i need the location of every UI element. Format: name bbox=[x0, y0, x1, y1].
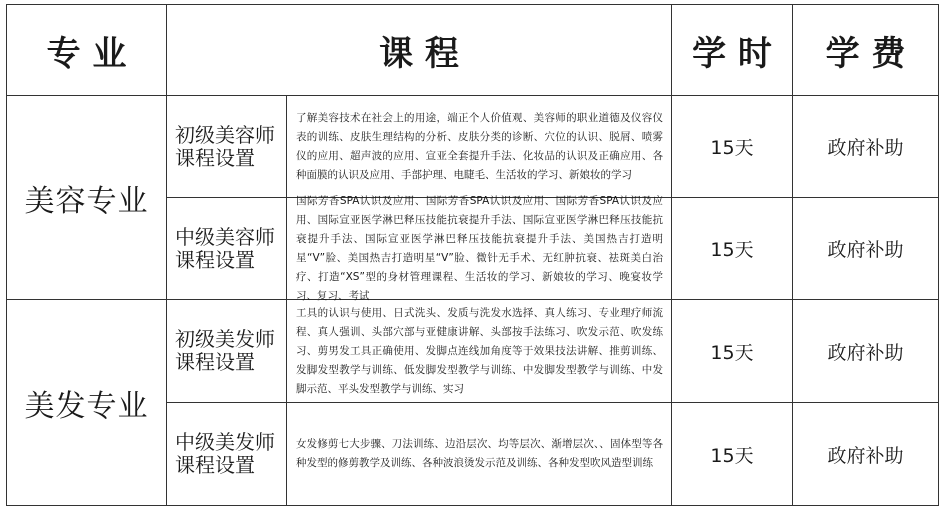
header-course: 课 程 bbox=[379, 33, 459, 74]
course-title-line: 初级美容师 bbox=[175, 122, 275, 147]
course-title-line: 课程设置 bbox=[175, 247, 255, 272]
course-title-line: 中级美发师 bbox=[175, 430, 275, 454]
course-fee: 政府补助 bbox=[827, 341, 904, 364]
header-duration: 学 时 bbox=[692, 33, 772, 74]
course-title bbox=[167, 403, 286, 505]
header-fee: 学 费 bbox=[825, 33, 906, 74]
course-duration: 15天 bbox=[710, 137, 754, 159]
course-fee: 政府补助 bbox=[827, 444, 904, 467]
major-beauty: 美容专业 bbox=[24, 183, 149, 219]
header-major: 专 业 bbox=[46, 33, 127, 74]
course-description bbox=[287, 300, 671, 402]
course-title bbox=[167, 96, 286, 197]
course-title-line: 中级美容师 bbox=[175, 224, 275, 249]
course-description-text: 了解美容技术在社会上的用途，端正个人价值观、美容师的职业道德及仪容仪表的训练、皮肤生理结构的分析、皮肤分类的诊断、穴位的认识、脱屑、喷雾仪的应用、超声波的应用、宣亚全套提升手法、化妆品的认识及正确应用、各种面膜的认识及应用、手部护理、电睫毛、生活妆的学习、新娘妆的学习 bbox=[296, 111, 663, 181]
course-title-line: 课程设置 bbox=[175, 145, 255, 170]
course-title-line: 初级美发师 bbox=[175, 327, 275, 351]
course-table bbox=[6, 4, 939, 506]
course-title bbox=[167, 198, 286, 299]
course-description-text: 工具的认识与使用、日式洗头、发质与洗发水选择、真人练习、专业理疗师流程、真人强训、头部穴部与亚健康讲解、头部按手法练习、吹发示范、吹发练习、剪男发工具正确使用、发脚点连线加角度等于效果技法讲解、推剪训练、发脚发型教学与训练、低发脚发型教学与训练、中发脚发型教学与训练、中发脚示范、平头发型教学与训练、实习 bbox=[296, 306, 663, 395]
course-title-line: 课程设置 bbox=[175, 350, 255, 374]
course-description-text: 国际芳香SPA认识及应用、国际芳香SPA认识及应用、国际芳香SPA认识及应用、国际宣亚医学淋巴释压技能抗衰提升手法、国际宣亚医学淋巴释压技能抗衰提升手法、国际宣亚医学淋巴释压技能抗衰提升手法、美国热吉打造明星“V”脸、美国热吉打造明星“V”脸、微针无手术、无红肿抗衰、祛斑美白治疗、打造“XS”型的身材管理课程、生活妆的学习、新娘妆的学习、晚宴妆学习、复习、考试 bbox=[296, 194, 663, 302]
course-description bbox=[287, 194, 671, 302]
course-description-text: 女发修剪七大步骤、刀法训练、边沿层次、均等层次、渐增层次、、固体型等各种发型的修剪教学及训练、各种波浪烫发示范及训练、各种发型吹风造型训练 bbox=[296, 438, 663, 469]
major-hairdressing: 美发专业 bbox=[24, 388, 149, 424]
course-description bbox=[287, 403, 671, 505]
table-border-bottom bbox=[6, 505, 939, 506]
course-fee: 政府补助 bbox=[827, 137, 904, 159]
course-duration: 15天 bbox=[710, 341, 754, 364]
course-duration: 15天 bbox=[710, 239, 754, 261]
course-title bbox=[167, 300, 286, 402]
table-border-right bbox=[938, 4, 939, 506]
course-fee: 政府补助 bbox=[827, 239, 904, 261]
course-description bbox=[287, 96, 671, 197]
course-duration: 15天 bbox=[710, 444, 754, 467]
course-title-line: 课程设置 bbox=[175, 453, 255, 477]
